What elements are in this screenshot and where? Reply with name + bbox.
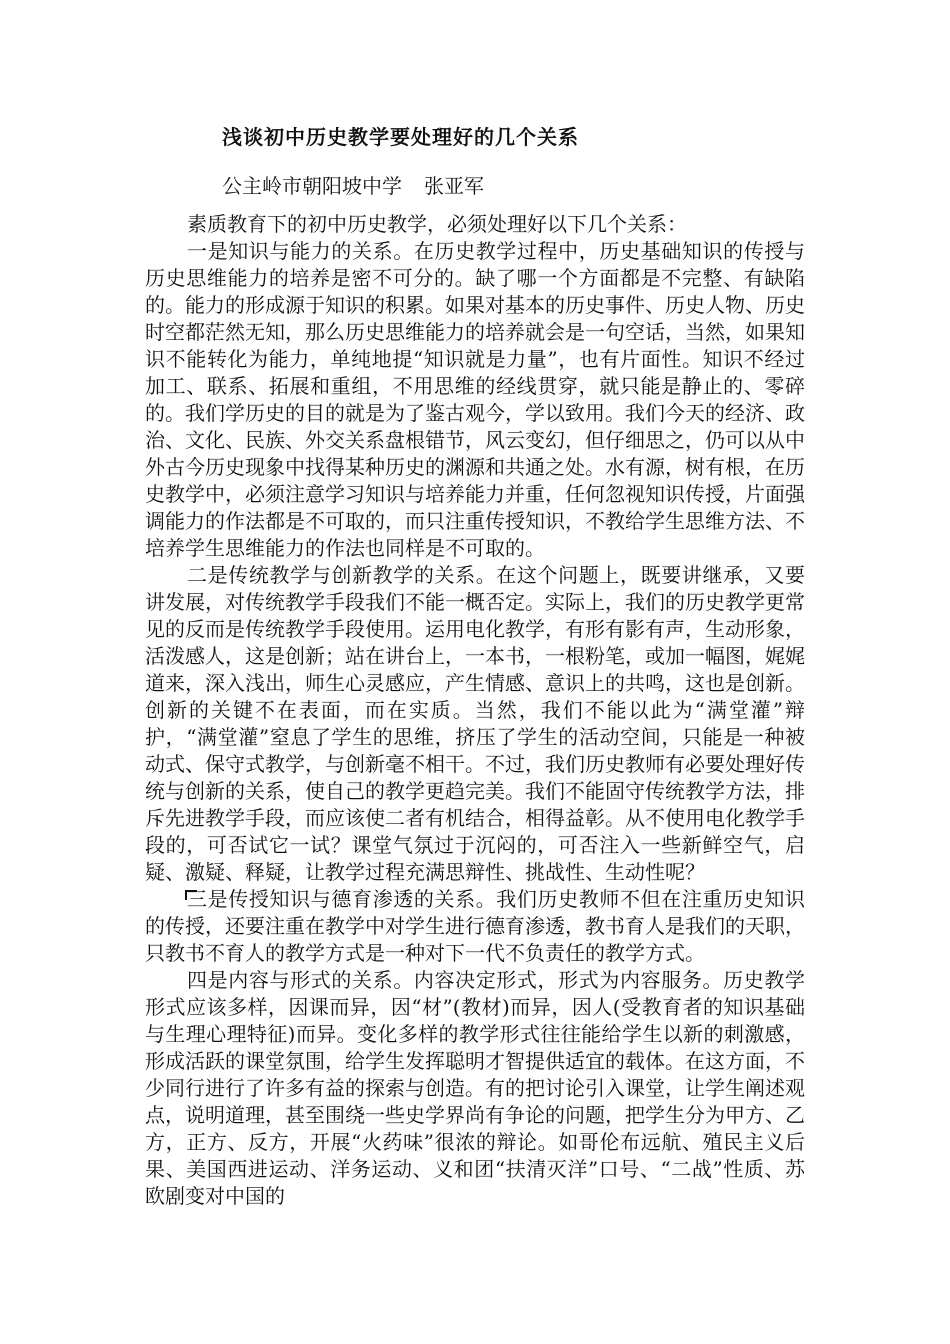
document-body (145, 211, 805, 1210)
intro-paragraph: 素质教育下的初中历史教学，必须处理好以下几个关系： (187, 212, 687, 236)
editing-bracket-mark (185, 890, 197, 900)
author-school: 公主岭市朝阳坡中学 (222, 174, 402, 198)
paragraph-moral-education: 三是传授知识与德育渗透的关系。我们历史教师不但在注重历史知识的传授，还要注重在教学中对学生进行德育渗透，教书育人是我们的天职，只教书不育人的教学方式是一种对下一代不负责任的教学方式。 (145, 887, 805, 965)
author-name: 张亚军 (424, 174, 484, 198)
paragraph-knowledge-ability: 一是知识与能力的关系。在历史教学过程中，历史基础知识的传授与历史思维能力的培养是密不可分的。缺了哪一个方面都是不完整、有缺陷的。能力的形成源于知识的积累。如果对基本的历史事件、历史人物、历史时空都茫然无知，那么历史思维能力的培养就会是一句空话，当然，如果知识不能转化为能力，单纯地提“知识就是力量”，也有片面性。知识不经过加工、联系、拓展和重组，不用思维的经线贯穿，就只能是静止的、零碎的。我们学历史的目的就是为了鉴古观今，学以致用。我们今天的经济、政治、文化、民族、外交关系盘根错节，风云变幻，但仔细思之，仍可以从中外古今历史现象中找得某种历史的渊源和共通之处。水有源，树有根，在历史教学中，必须注意学习知识与培养能力并重，任何忽视知识传授，片面强调能力的作法都是不可取的，而只注重传授知识，不教给学生思维方法、不培养学生思维能力的作法也同样是不可取的。 (145, 239, 805, 560)
paragraph-tradition-innovation: 二是传统教学与创新教学的关系。在这个问题上，既要讲继承，又要讲发展，对传统教学手段我们不能一概否定。实际上，我们的历史教学更常见的反而是传统教学手段使用。运用电化教学，有形有影有声，生动形象，活泼感人，这是创新；站在讲台上，一本书，一根粉笔，或加一幅图，娓娓道来，深入浅出，师生心灵感应，产生情感、意识上的共鸣，这也是创新。创新的关键不在表面，而在实质。当然，我们不能以此为“满堂灌”辩护，“满堂灌”窒息了学生的思维，挤压了学生的活动空间，只能是一种被动式、保守式教学，与创新毫不相干。不过，我们历史教师有必要处理好传统与创新的关系，使自己的教学更趋完美。我们不能固守传统教学方法，排斥先进教学手段，而应该使二者有机结合，相得益彰。从不使用电化教学手段的，可否试它一试？课堂气氛过于沉闷的，可否注入一些新鲜空气，启疑、激疑、释疑，让教学过程充满思辩性、挑战性、生动性呢？ (145, 563, 805, 884)
paragraph-content-form: 四是内容与形式的关系。内容决定形式，形式为内容服务。历史教学形式应该多样，因课而异，因“材”(教材)而异，因人(受教育者的知识基础与生理心理特征)而异。变化多样的教学形式往往能给学生以新的刺激感，形成活跃的课堂氛围，给学生发挥聪明才智提供适宜的载体。在这方面，不少同行进行了许多有益的探索与创造。有的把讨论引入课堂，让学生阐述观点，说明道理，甚至围绕一些史学界尚有争论的问题，把学生分为甲方、乙方，正方、反方，开展“火药味”很浓的辩论。如哥伦布远航、殖民主义后果、美国西进运动、洋务运动、义和团“扶清灭洋”口号、“二战”性质、苏欧剧变对中国的 (145, 968, 805, 1208)
paragraph-moral-education-wrapper (145, 886, 805, 967)
document-title: 浅谈初中历史教学要处理好的几个关系 (222, 125, 579, 149)
author-byline (222, 169, 484, 203)
